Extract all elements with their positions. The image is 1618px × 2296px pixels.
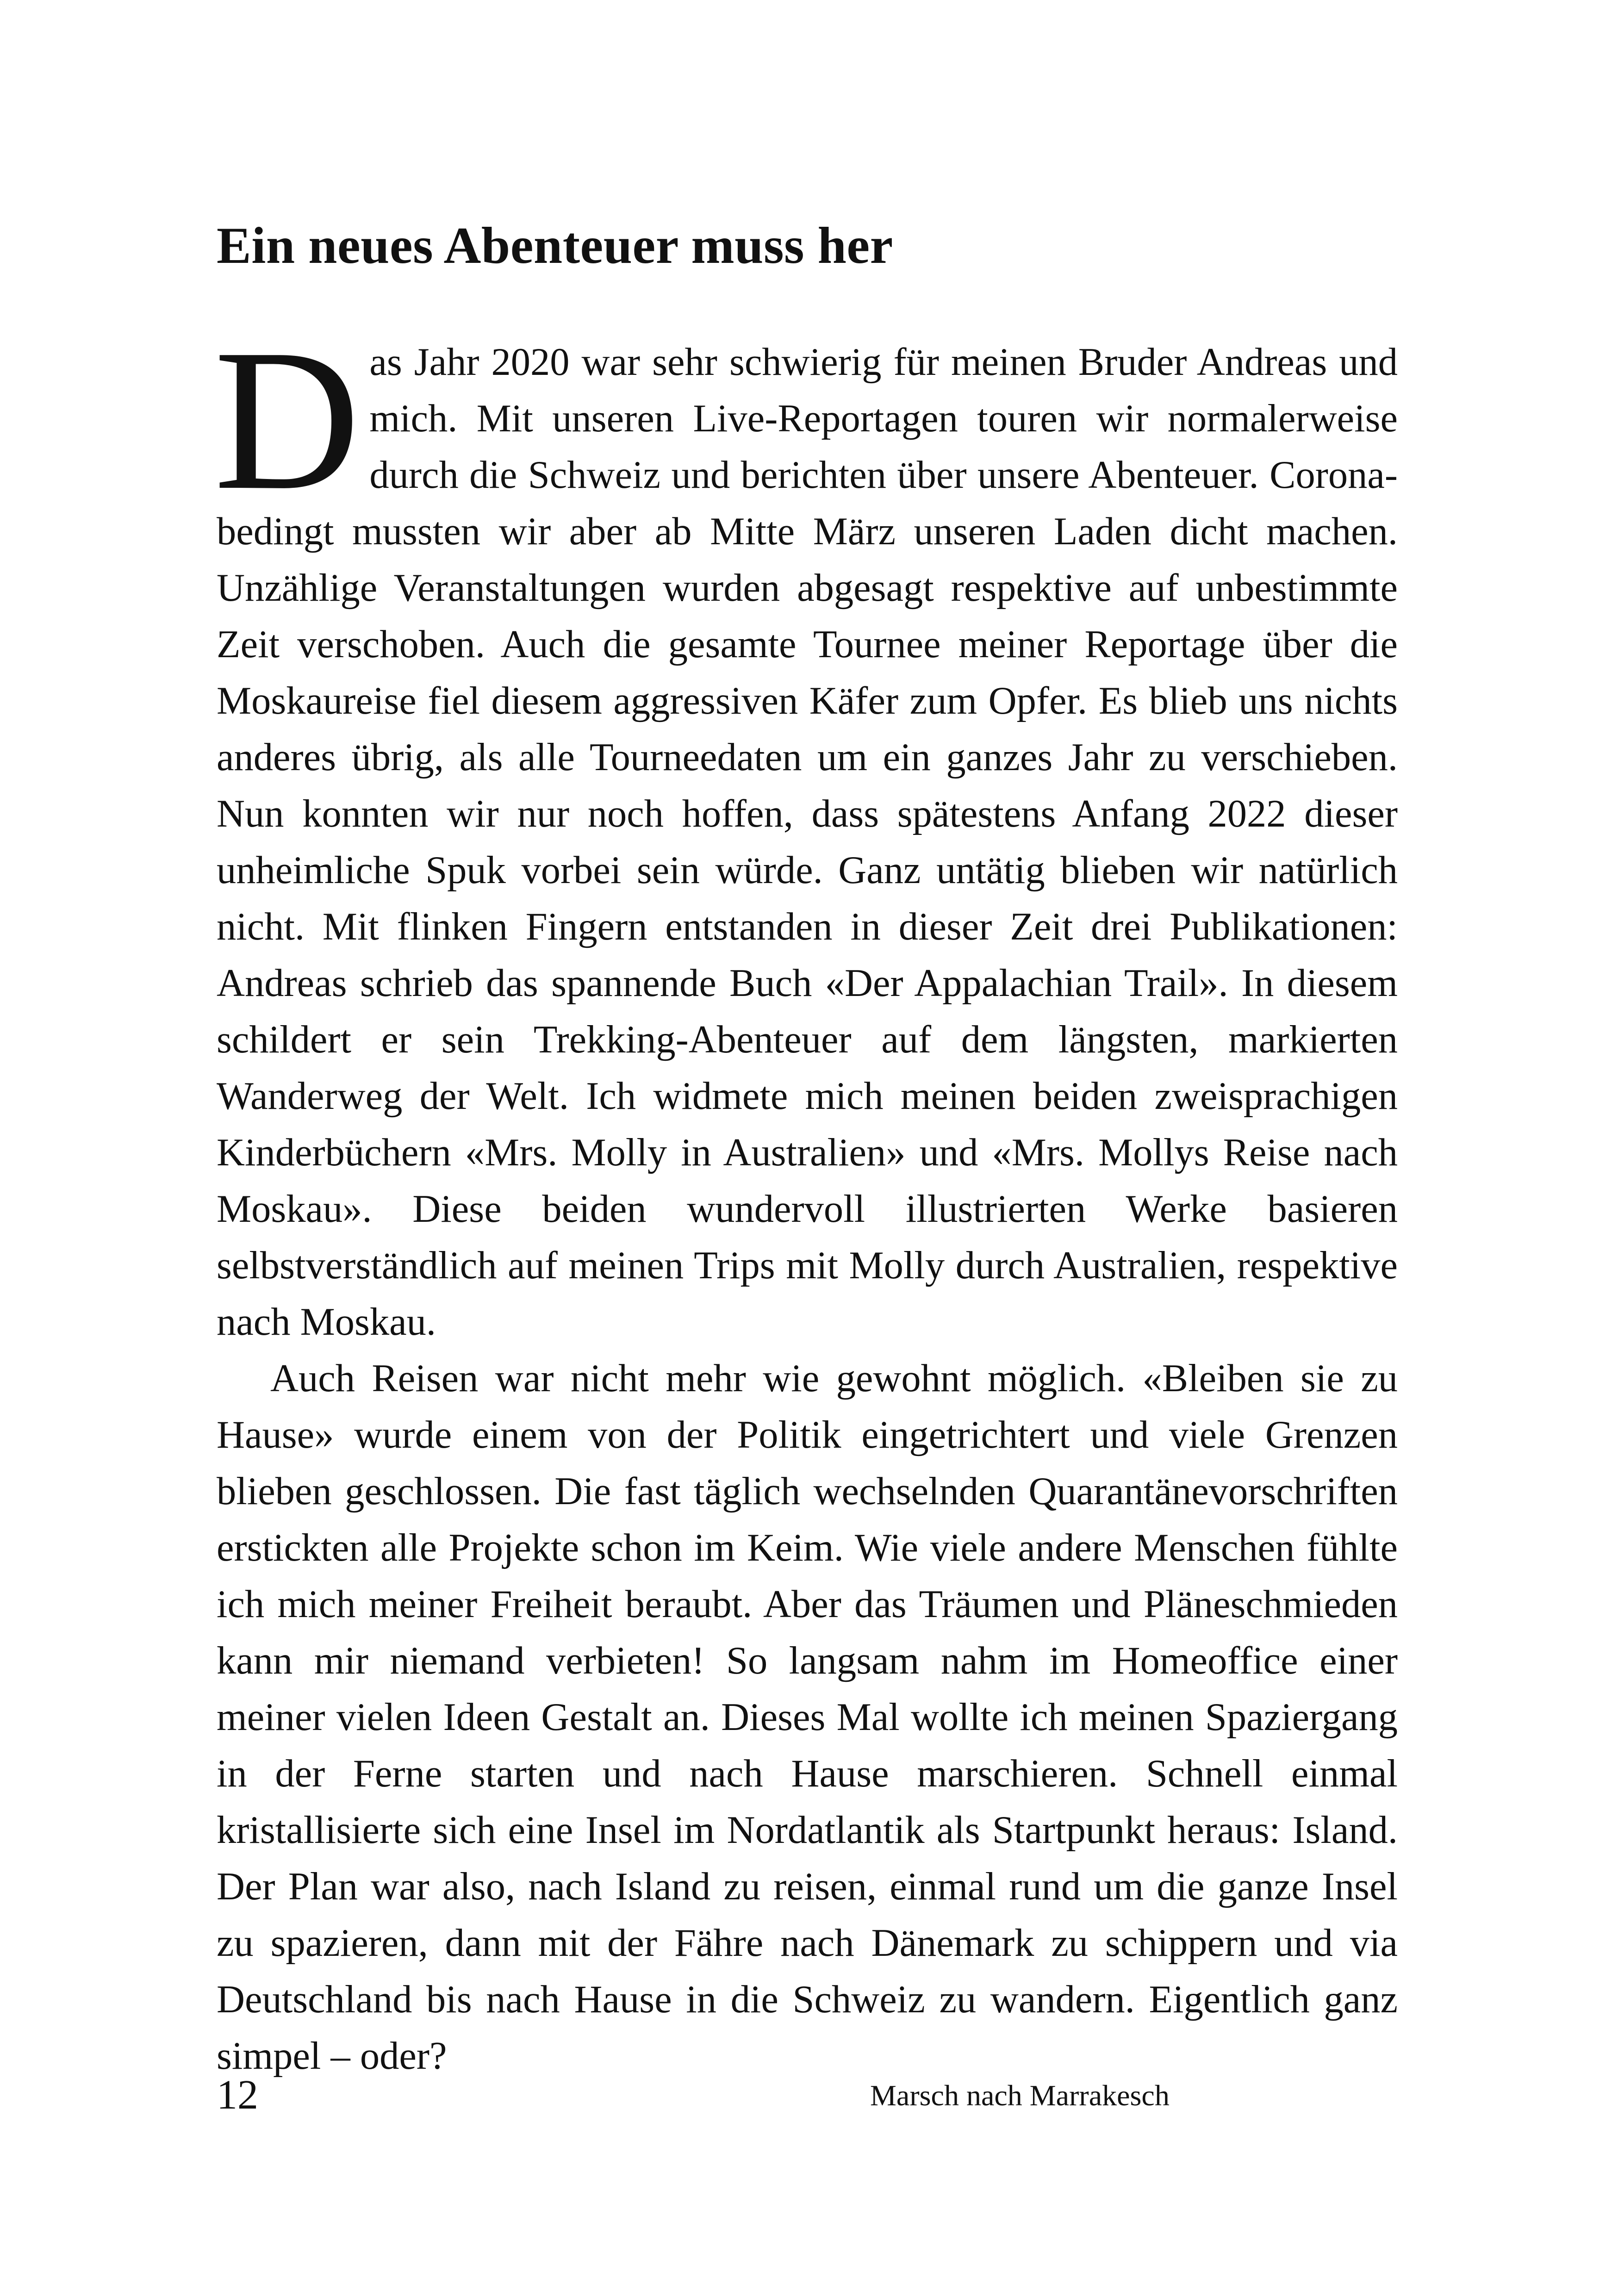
paragraph-1 (214, 307, 1398, 1350)
chapter-heading: Ein neues Abenteuer muss her (217, 217, 893, 274)
page-footer (217, 2074, 1398, 2130)
paragraph-2: Auch Reisen war nicht mehr wie gewohnt möglich. «Bleiben sie zu Hause» wurde einem von der Politik eingetrichtert und viele Grenzen blieben geschlossen. Die fast täglich wechselnden Quarantänevorschriften erstickten alle Projekte schon im Keim. Wie viele andere Menschen fühlte ich mich meiner Freiheit beraubt. Aber das Träumen und Pläneschmieden kann mir niemand verbieten! So langsam nahm im Homeoffice einer meiner vielen Ideen Gestalt an. Dieses Mal wollte ich meinen Spaziergang in der Ferne starten und nach Hause marschieren. Schnell einmal kristallisierte sich eine Insel im Nordatlantik als Startpunkt heraus: Island. Der Plan war also, nach Island zu reisen, einmal rund um die ganze Insel zu spazieren, dann mit der Fähre nach Dänemark zu schippern und via Deutschland bis nach Hause in die Schweiz zu wandern. Eigentlich ganz simpel – oder? (217, 1357, 1398, 2078)
running-title: Marsch nach Marrakesch (870, 2079, 1170, 2112)
body-text (214, 307, 1398, 2084)
drop-cap: D (214, 307, 361, 532)
page-number: 12 (217, 2072, 258, 2118)
paragraph-1-text: as Jahr 2020 war sehr schwierig für meinen Bruder Andreas und mich. Mit unseren Live-Reportagen touren wir normalerweise durch die Schweiz und berichten über unsere Abenteuer. Corona-bedingt mussten wir aber ab Mitte März unseren Laden dicht machen. Unzählige Veranstaltungen wurden abgesagt respektive auf unbestimmte Zeit verschoben. Auch die gesamte Tournee meiner Reportage über die Moskaureise fiel diesem aggressiven Käfer zum Opfer. Es blieb uns nichts anderes übrig, als alle Tourneedaten um ein ganzes Jahr zu verschieben. Nun konnten wir nur noch hoffen, dass spätestens Anfang 2022 dieser unheimliche Spuk vorbei sein würde. Ganz untätig blieben wir natürlich nicht. Mit flinken Fingern entstanden in dieser Zeit drei Publikationen: Andreas schrieb das spannende Buch «Der Appalachian Trail». In diesem schildert er sein Trekking-Abenteuer auf dem längsten, markierten Wanderweg der Welt. Ich widmete mich meinen beiden zweisprachigen Kinderbüchern «Mrs. Molly in Australien» und «Mrs. Mollys Reise nach Moskau». Diese beiden wundervoll illustrierten Werke basieren selbstverständlich auf meinen Trips mit Molly durch Australien, respektive nach Moskau. (217, 341, 1398, 1344)
